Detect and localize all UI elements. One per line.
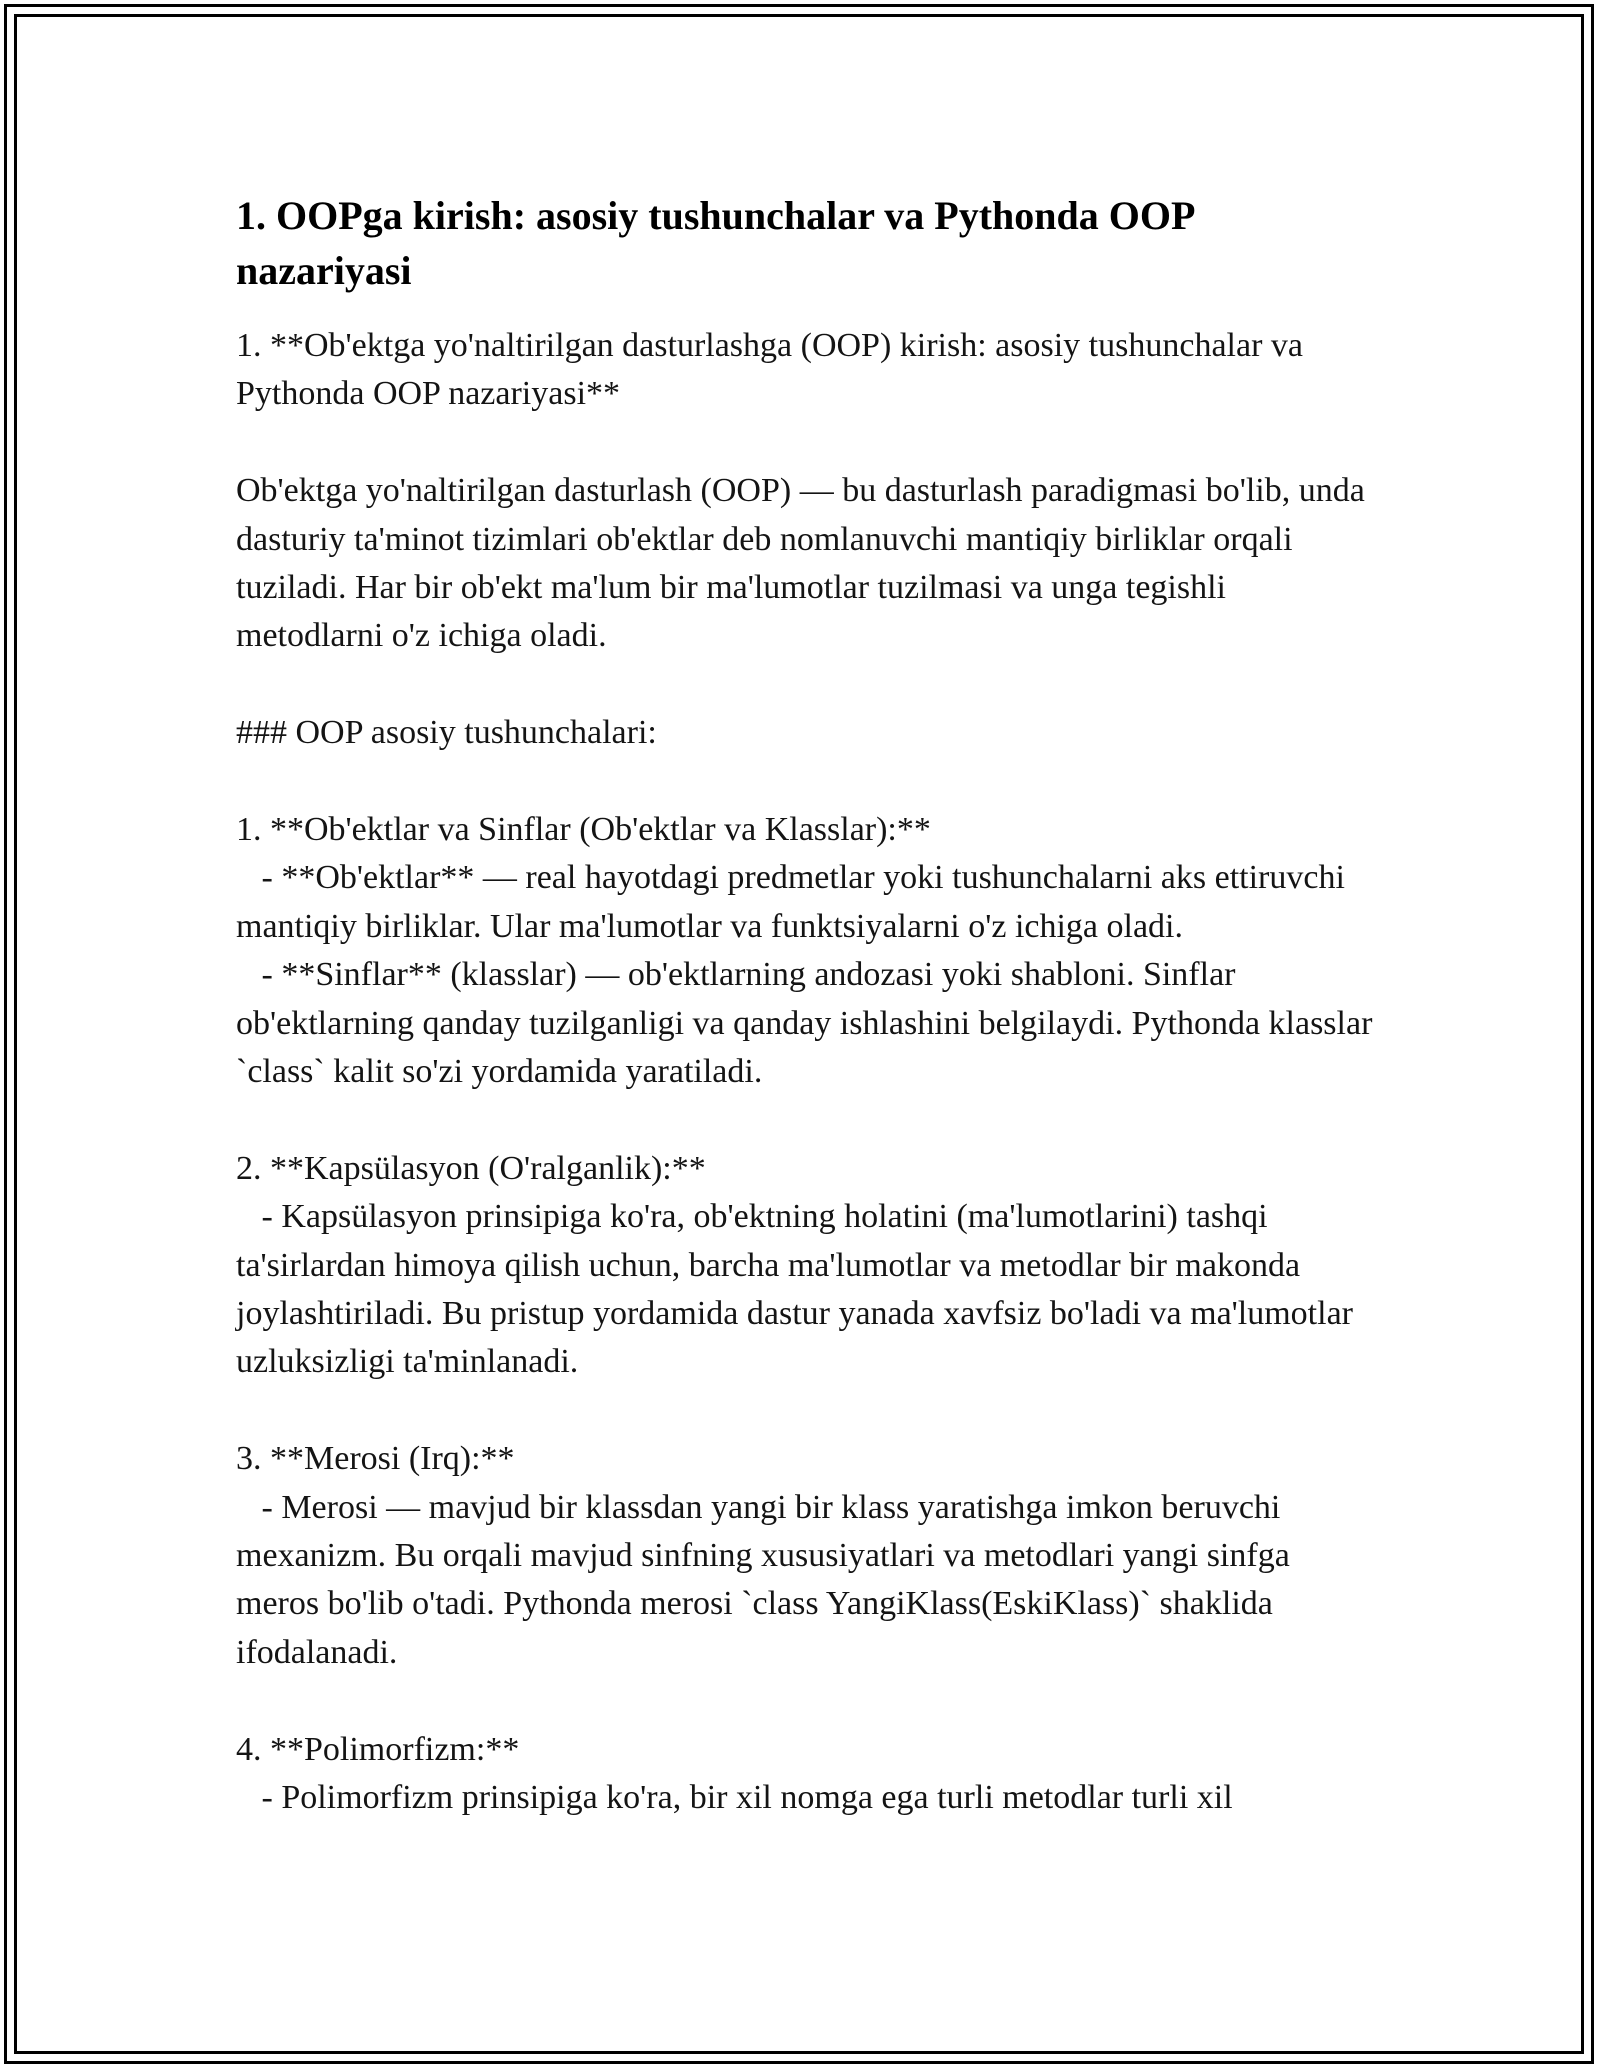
section-heading-concepts: ### OOP asosiy tushunchalari: (236, 714, 657, 752)
list-item-polymorphism: 4. **Polimorfizm:** (236, 1730, 520, 1768)
sub-item-inheritance: - Merosi — mavjud bir klassdan yangi bir klass yaratishga imkon beruvchi mexanizm. Bu orqali mavjud sinfning xususiyatlari va metodlari yangi sinfga meros bo'lib o'tadi. Pythonda merosi `class YangiKlass(EskiKlass)` shaklida ifodalanadi. (236, 1488, 1299, 1671)
list-item-inheritance: 3. **Merosi (Irq):** (236, 1440, 515, 1478)
document-title: 1. OOPga kirish: asosiy tushunchalar va Pythonda OOP nazariyasi (236, 193, 1194, 293)
paragraph-heading-line: 1. **Ob'ektga yo'naltirilgan dasturlashga (OOP) kirish: asosiy tushunchalar va Pythonda OOP nazariyasi** (236, 327, 1312, 413)
blank-line (236, 419, 1376, 467)
sub-item-classes: - **Sinflar** (klasslar) — ob'ektlarning andozasi yoki shabloni. Sinflar ob'ektlarning qanday tuzilganligi va qanday ishlashini belgilaydi. Pythonda klasslar `class` kalit so'zi yordamida yaratiladi. (236, 956, 1381, 1091)
blank-line (236, 1096, 1376, 1144)
list-item-encapsulation: 2. **Kapsülasyon (O'ralganlik):** (236, 1149, 706, 1187)
paragraph-oop-definition: Ob'ektga yo'naltirilgan dasturlash (OOP) — bu dasturlash paradigmasi bo'lib, unda dasturiy ta'minot tizimlari ob'ektlar deb nomlanuvchi mantiqiy birliklar orqali tuziladi. Har bir ob'ekt ma'lum bir ma'lumotlar tuzilmasi va unga tegishli metodlarni o'z ichiga oladi. (236, 472, 1374, 655)
sub-item-encapsulation: - Kapsülasyon prinsipiga ko'ra, ob'ektning holatini (ma'lumotlarini) tashqi ta'sirlardan himoya qilish uchun, barcha ma'lumotlar va metodlar bir makonda joylashtiriladi. Bu pristup yordamida dastur yanada xavfsiz bo'ladi va ma'lumotlar uzluksizligi ta'minlanadi. (236, 1198, 1362, 1381)
blank-line (236, 1677, 1376, 1725)
blank-line (236, 1387, 1376, 1435)
document-page (236, 188, 1381, 1823)
list-item-objects-classes: 1. **Ob'ektlar va Sinflar (Ob'ektlar va Klasslar):** (236, 811, 931, 849)
sub-item-objects: - **Ob'ektlar** — real hayotdagi predmetlar yoki tushunchalarni aks ettiruvchi mantiqiy birliklar. Ular ma'lumotlar va funktsiyalarni o'z ichiga oladi. (236, 859, 1354, 945)
blank-line (236, 758, 1376, 806)
sub-item-polymorphism: - Polimorfizm prinsipiga ko'ra, bir xil nomga ega turli metodlar turli xil (236, 1779, 1233, 1817)
blank-line (236, 661, 1376, 709)
